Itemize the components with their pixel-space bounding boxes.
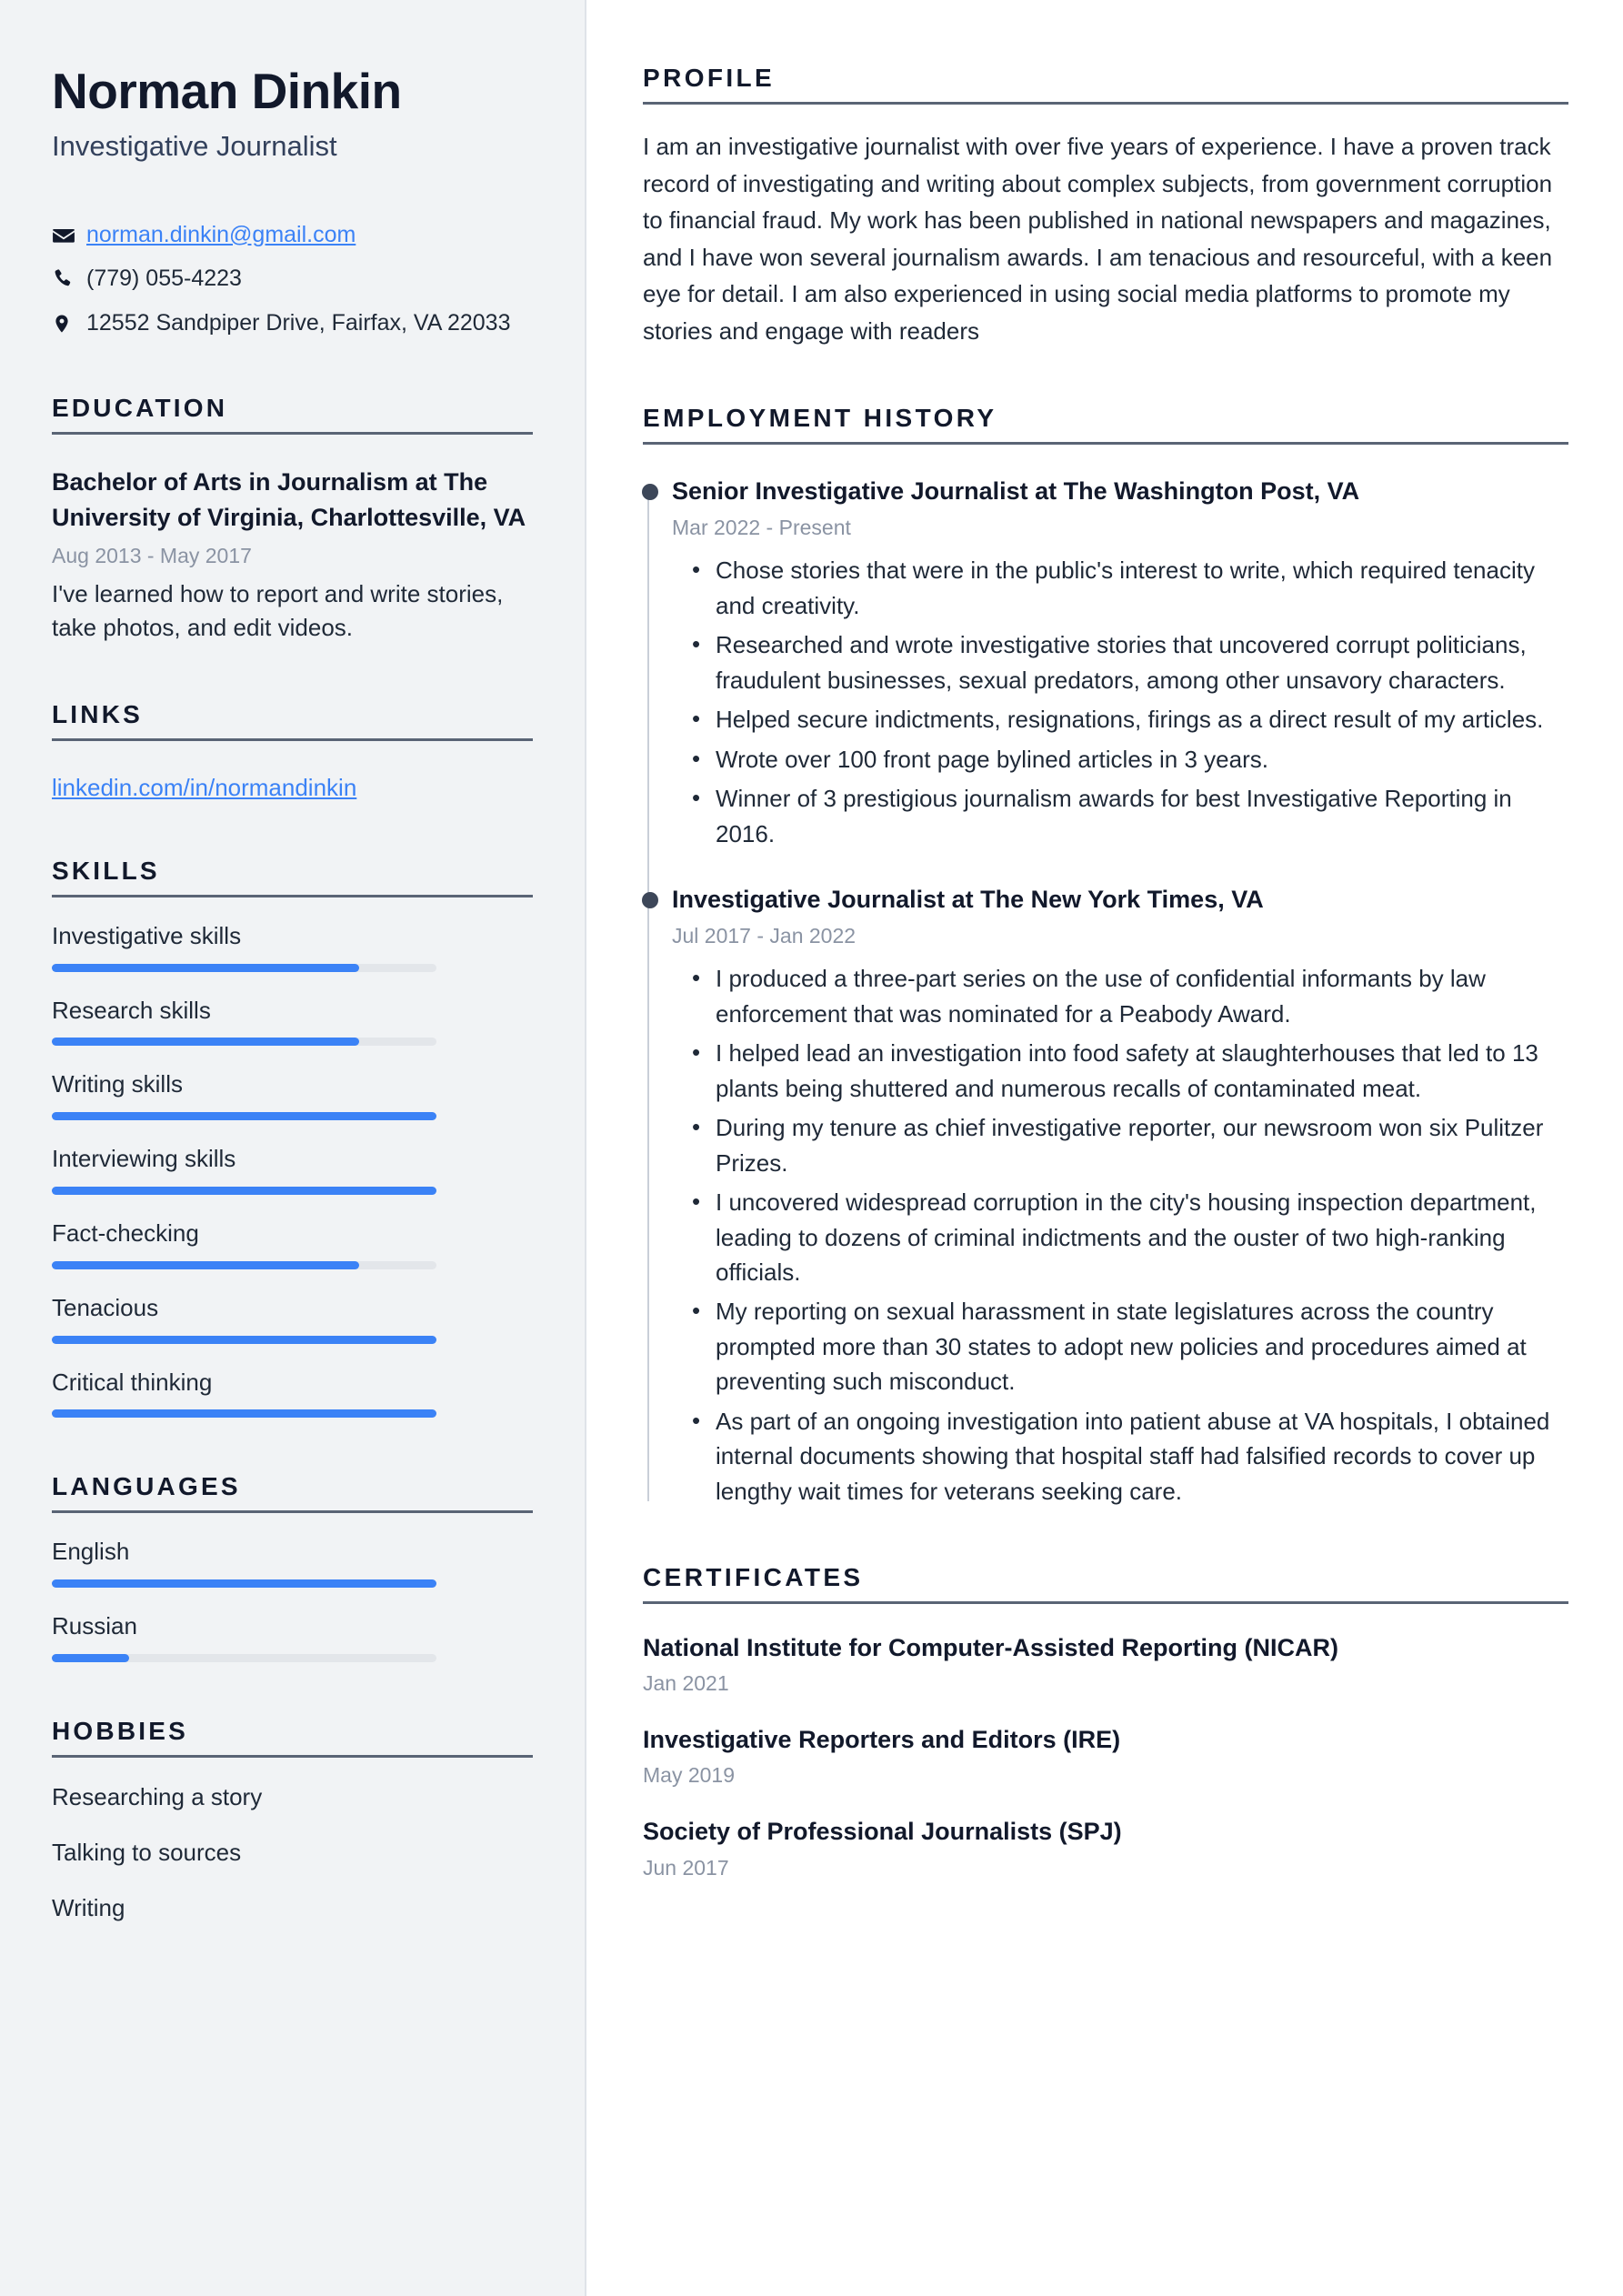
contact-row [52, 307, 533, 340]
links-list [52, 774, 533, 802]
language-level-fill [52, 1654, 129, 1662]
section-title-links: LINKS [52, 699, 143, 728]
certificate-entry [643, 1632, 1568, 1696]
section-divider [52, 738, 533, 741]
language-level-fill [52, 1579, 436, 1588]
skill-item [52, 1368, 533, 1419]
candidate-name: Norman Dinkin [52, 63, 402, 119]
section-education [52, 394, 533, 646]
skill-level-fill [52, 1038, 359, 1046]
certificate-name: Investigative Reporters and Editors (IRE) [643, 1726, 1121, 1754]
section-title-languages: LANGUAGES [52, 1472, 241, 1501]
language-item [52, 1611, 533, 1662]
skill-item [52, 1069, 533, 1120]
candidate-job-title: Investigative Journalist [52, 129, 337, 162]
contact-email-link[interactable]: norman.dinkin@gmail.com [86, 221, 356, 247]
section-hobbies [52, 1717, 533, 1923]
language-level-bar [52, 1654, 436, 1662]
language-item [52, 1537, 533, 1588]
language-label: Russian [52, 1612, 137, 1640]
skill-item [52, 1293, 533, 1344]
employment-bullet: • Helped secure indictments, resignations, firings as a direct result of my articles. [716, 702, 1568, 737]
certificate-entry [643, 1816, 1568, 1880]
main-content [586, 0, 1623, 2296]
timeline-dot-icon [642, 484, 658, 500]
section-skills [52, 857, 533, 1419]
link-item[interactable]: linkedin.com/in/normandinkin [52, 773, 357, 801]
skill-label: Writing skills [52, 1070, 183, 1098]
section-title-skills: SKILLS [52, 856, 160, 885]
skill-label: Fact-checking [52, 1219, 199, 1248]
employment-bullet: • My reporting on sexual harassment in state legislatures across the country prompted more than 30 states to adopt new policies and procedures aimed at preventing such misconduct. [716, 1294, 1568, 1399]
skill-label: Investigative skills [52, 921, 242, 949]
section-links [52, 700, 533, 802]
certificate-date: May 2019 [643, 1763, 736, 1788]
skill-level-bar [52, 1187, 436, 1195]
employment-bullet: • I helped lead an investigation into food safety at slaughterhouses that led to 13 plants being shuttered and numerous recalls of contaminated meat. [716, 1036, 1568, 1106]
hobbies-list [52, 1782, 533, 1923]
employment-bullet: • Researched and wrote investigative stories that uncovered corrupt politicians, fraudulent businesses, sexual predators, among other unsavory characters. [716, 627, 1568, 697]
language-level-bar [52, 1579, 436, 1588]
certificate-name: National Institute for Computer-Assisted Reporting (NICAR) [643, 1634, 1339, 1662]
employment-bullet: • Chose stories that were in the public's interest to write, which required tenacity and creativity. [716, 553, 1568, 623]
employment-bullet: • I uncovered widespread corruption in the city's housing inspection department, leading to dozens of criminal indictments and the ouster of two high-ranking officials. [716, 1185, 1568, 1289]
phone-icon [52, 263, 86, 289]
certificate-name: Society of Professional Journalists (SPJ) [643, 1818, 1122, 1846]
education-date: Aug 2013 - May 2017 [52, 543, 252, 567]
section-divider [52, 895, 533, 897]
section-certificates [643, 1563, 1568, 1880]
contact-row[interactable] [52, 219, 533, 252]
skill-level-fill [52, 1112, 436, 1120]
contact-block [52, 219, 533, 340]
contact-row [52, 263, 533, 296]
hobby-item: Talking to sources [52, 1838, 242, 1866]
section-divider [643, 442, 1568, 445]
section-divider [52, 1510, 533, 1513]
education-description: I've learned how to report and write stories, take photos, and edit videos. [52, 579, 504, 642]
employment-bullet: • As part of an ongoing investigation into patient abuse at VA hospitals, I obtained internal documents showing that hospital staff had falsified records to cover up lengthy wait times for veterans seeking care. [716, 1404, 1568, 1509]
skill-level-fill [52, 964, 359, 972]
section-title-hobbies: HOBBIES [52, 1717, 188, 1746]
employment-bullet: • During my tenure as chief investigative reporter, our newsroom won six Pulitzer Prizes. [716, 1110, 1568, 1180]
employment-bullet: • Wrote over 100 front page bylined articles in 3 years. [716, 742, 1568, 777]
envelope-icon [52, 219, 86, 247]
skill-level-bar [52, 1409, 436, 1418]
certificate-date: Jun 2017 [643, 1855, 729, 1880]
skill-level-bar [52, 1261, 436, 1269]
section-languages [52, 1472, 533, 1662]
skill-level-bar [52, 1336, 436, 1344]
employment-entry [672, 884, 1568, 1509]
skill-label: Tenacious [52, 1293, 159, 1321]
section-title-employment: EMPLOYMENT HISTORY [643, 404, 997, 433]
skill-item [52, 1144, 533, 1195]
skill-level-bar [52, 1112, 436, 1120]
timeline-dot-icon [642, 892, 658, 908]
employment-title: Investigative Journalist at The New York Times, VA [672, 886, 1264, 914]
employment-title: Senior Investigative Journalist at The Washington Post, VA [672, 477, 1360, 506]
employment-timeline [643, 476, 1568, 1509]
section-title-profile: PROFILE [643, 64, 776, 92]
skill-item [52, 1218, 533, 1269]
section-divider [643, 1601, 1568, 1604]
skill-level-bar [52, 964, 436, 972]
skill-item [52, 996, 533, 1047]
employment-bullets [672, 961, 1568, 1509]
language-label: English [52, 1538, 130, 1566]
contact-value: (779) 055-4223 [86, 266, 242, 292]
employment-bullet: • Winner of 3 prestigious journalism awards for best Investigative Reporting in 2016. [716, 781, 1568, 851]
section-title-education: EDUCATION [52, 394, 228, 423]
employment-bullets [672, 553, 1568, 851]
hobby-item: Researching a story [52, 1783, 263, 1811]
skill-level-fill [52, 1187, 436, 1195]
skill-level-bar [52, 1038, 436, 1046]
profile-text: I am an investigative journalist with over five years of experience. I have a proven track record of investigating and writing about complex subjects, from government corruption to financial fraud. My work has been published in national newspapers and magazines, and I have won several journalism awards. I am tenacious and resourceful, with a keen eye for detail. I am also experienced in using social media platforms to promote my stories and engage with readers [643, 133, 1553, 345]
languages-list [52, 1537, 533, 1662]
skill-item [52, 921, 533, 972]
certificate-entry [643, 1724, 1568, 1788]
section-profile [643, 64, 1568, 349]
skills-list [52, 921, 533, 1419]
map-pin-icon [52, 307, 86, 336]
skill-label: Critical thinking [52, 1368, 213, 1396]
section-title-certificates: CERTIFICATES [643, 1563, 864, 1592]
skill-label: Research skills [52, 996, 211, 1024]
certificates-list [643, 1632, 1568, 1880]
skill-level-fill [52, 1261, 359, 1269]
skill-level-fill [52, 1336, 436, 1344]
skill-level-fill [52, 1409, 436, 1418]
hobby-item: Writing [52, 1893, 125, 1921]
section-employment-history [643, 404, 1568, 1509]
education-degree: Bachelor of Arts in Journalism at The University of Virginia, Charlottesville, VA [52, 468, 526, 531]
section-divider [52, 1755, 533, 1758]
employment-entry [672, 476, 1568, 851]
contact-value: 12552 Sandpiper Drive, Fairfax, VA 22033 [86, 309, 511, 336]
sidebar [0, 0, 586, 2296]
section-divider [643, 102, 1568, 105]
skill-label: Interviewing skills [52, 1145, 236, 1173]
section-divider [52, 432, 533, 435]
employment-date: Jul 2017 - Jan 2022 [672, 924, 857, 948]
employment-bullet: • I produced a three-part series on the use of confidential informants by law enforcement that was nominated for a Peabody Award. [716, 961, 1568, 1031]
employment-date: Mar 2022 - Present [672, 516, 851, 540]
certificate-date: Jan 2021 [643, 1671, 729, 1696]
